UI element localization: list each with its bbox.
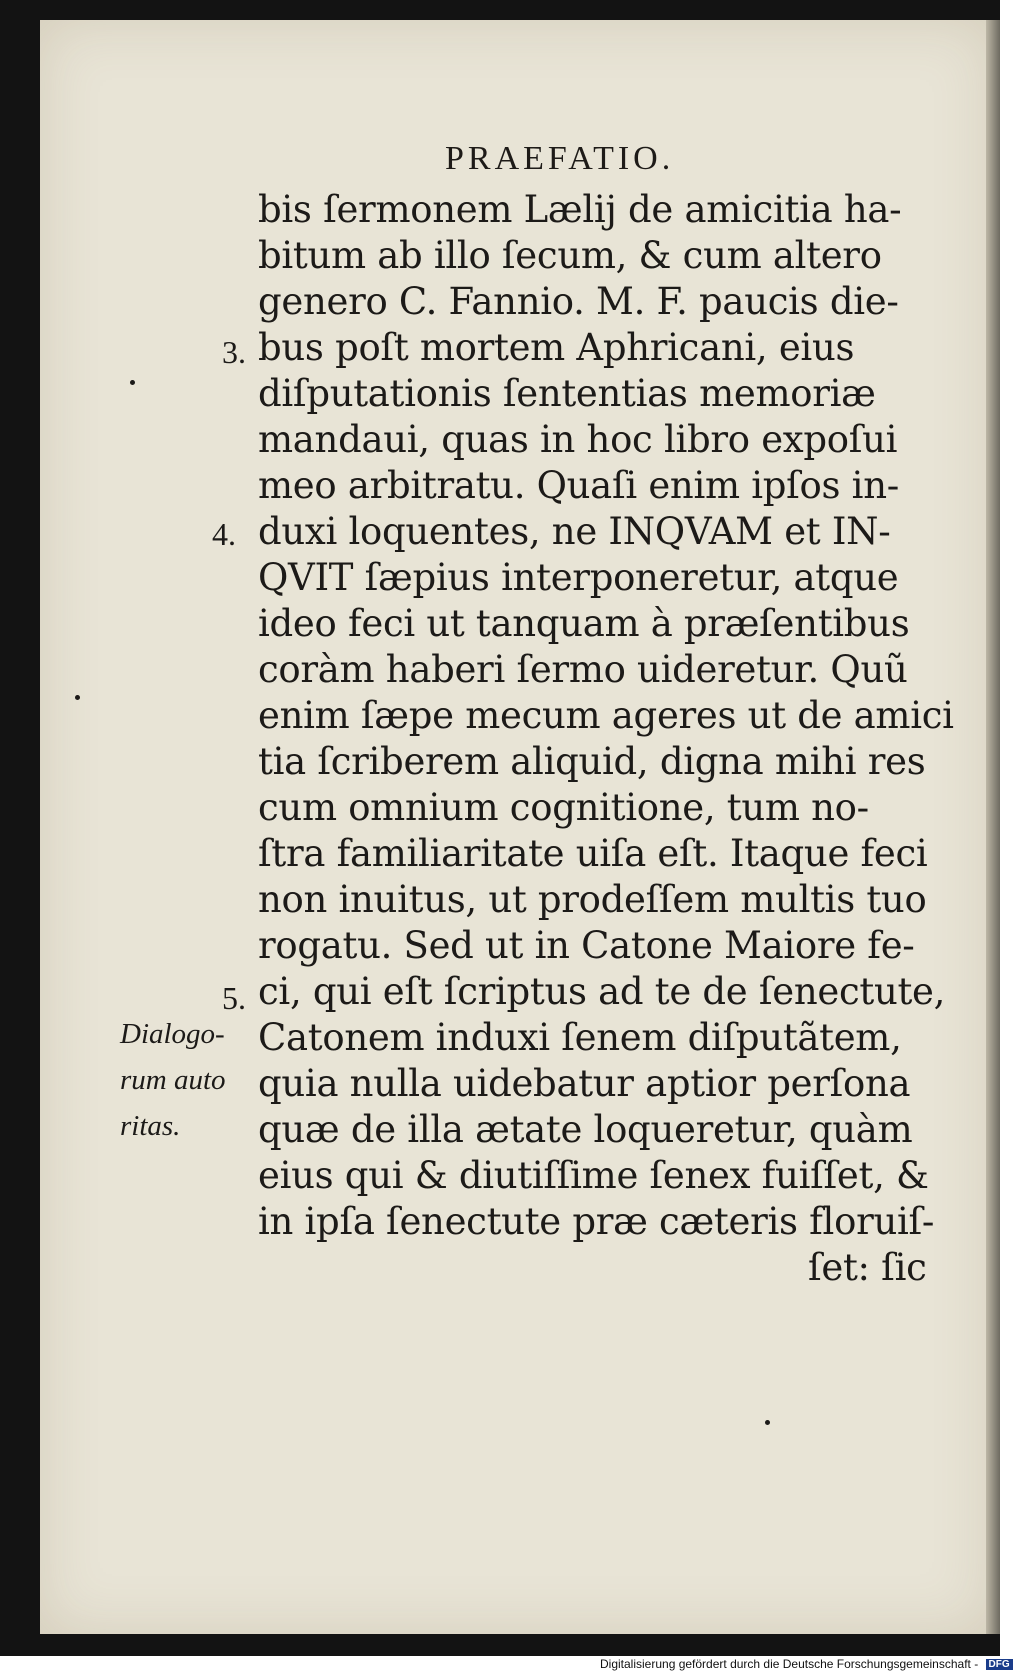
text-line: quia nulla uidebatur aptior perſona [258,1062,911,1105]
text-line: meo arbitratu. Quaſi enim ipſos in- [258,464,899,507]
text-line: genero C. Fannio. M. F. paucis die- [258,280,899,323]
text-line: cum omnium cognitione, tum no- [258,786,869,829]
text-line: non inuitus, ut prodeſſem multis tuo [258,878,927,921]
footer-credit [600,1657,1013,1671]
text-line: enim ſæpe mecum ageres ut de amici [258,694,954,737]
marginal-number: 3. [222,334,246,370]
running-header: PRAEFATIO. [445,140,675,177]
margin-note-line: rum auto [120,1064,226,1096]
text-line: Catonem induxi ſenem diſputãtem, [258,1016,902,1059]
margin-note-line: Dialogo- [120,1018,225,1050]
text-line: bitum ab illo ſecum, & cum altero [258,234,882,277]
text-line: quæ de illa ætate loqueretur, quàm [258,1108,913,1151]
footer-text: Digitalisierung gefördert durch die Deutsche Forschungsgemeinschaft - [600,1657,979,1671]
ink-speck [130,380,135,385]
text-line: ſet: ſic [808,1246,927,1289]
text-line: diſputationis ſententias memoriæ [258,372,876,415]
page-edge [986,20,1000,1634]
text-line: coràm haberi ſermo uideretur. Quũ [258,648,908,691]
margin-note-line: ritas. [120,1110,181,1142]
text-line: ideo feci ut tanquam à præſentibus [258,602,910,645]
text-line: tia ſcriberem aliquid, digna mihi res [258,740,926,783]
marginal-number: 5. [222,980,246,1016]
text-line: rogatu. Sed ut in Catone Maiore fe- [258,924,915,967]
text-line: duxi loquentes, ne INQVAM et IN- [258,510,891,553]
text-line: QVIT ſæpius interponeretur, atque [258,556,899,599]
text-line: ci, qui eſt ſcriptus ad te de ſenectute, [258,970,946,1013]
text-line: ſtra familiaritate uiſa eſt. Itaque feci [258,832,928,875]
dfg-logo-icon: DFG [986,1659,1013,1670]
text-line: mandaui, quas in hoc libro expoſui [258,418,898,461]
marginal-number: 4. [212,516,236,552]
text-line: in ipſa ſenectute præ cæteris floruiſ- [258,1200,935,1243]
text-line: eius qui & diutiſſime ſenex fuiſſet, & [258,1154,929,1197]
text-line: bus poſt mortem Aphricani, eius [258,326,855,369]
ink-speck [75,695,80,700]
ink-speck [765,1420,770,1425]
text-line: bis ſermonem Lælij de amicitia ha- [258,188,902,231]
